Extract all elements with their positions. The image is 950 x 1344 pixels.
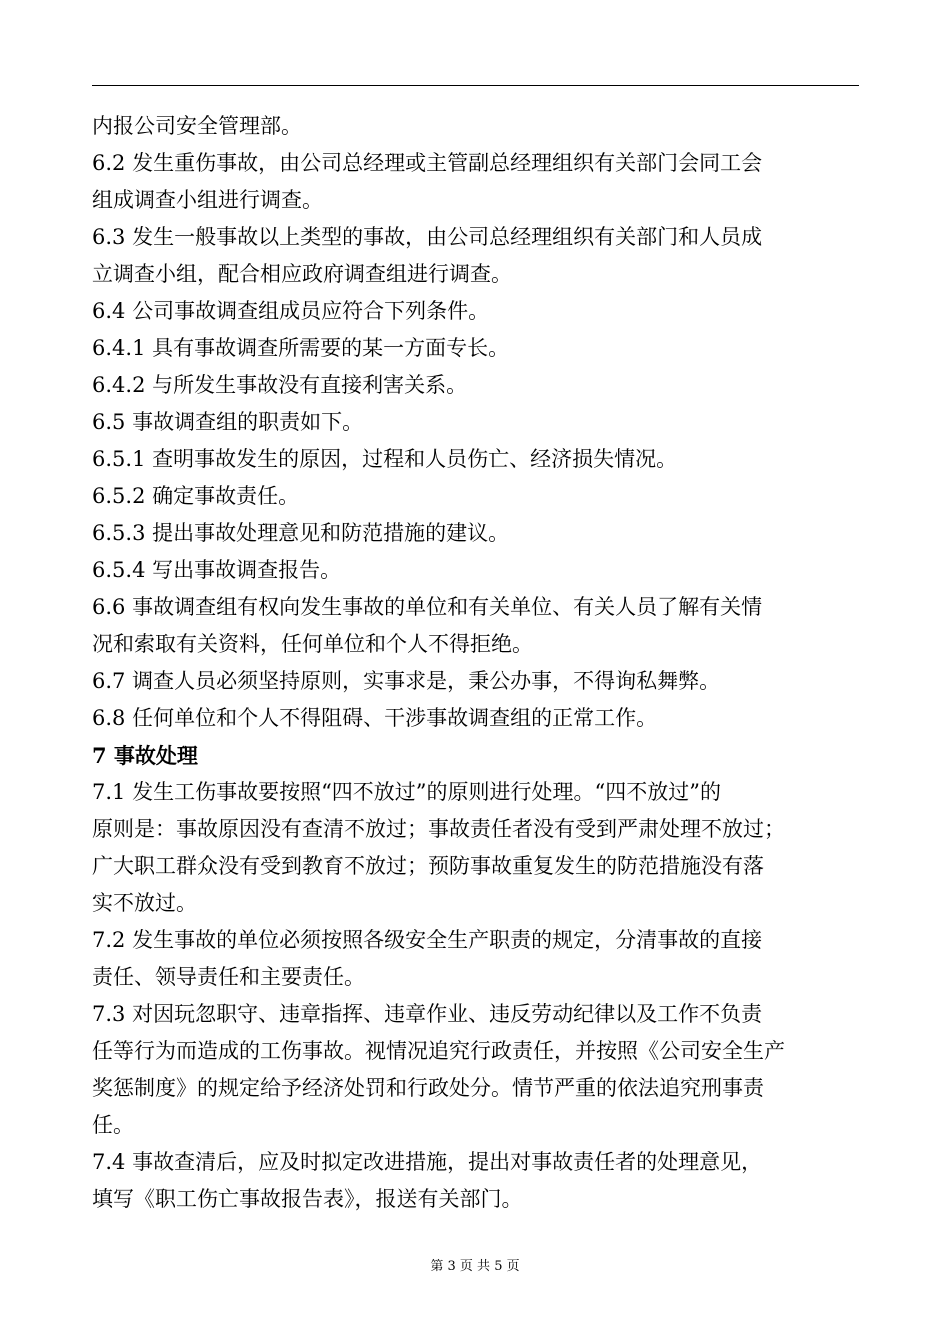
text-line: 7.2 发生事故的单位必须按照各级安全生产职责的规定，分清事故的直接: [92, 928, 763, 952]
page-number: 第 3 页 共 5 页: [430, 1259, 520, 1274]
text-line: 6.7 调查人员必须坚持原则，实事求是，秉公办事，不得询私舞弊。: [92, 669, 721, 693]
section-heading: 7 事故处理: [92, 743, 198, 768]
text-line: 7.1 发生工伤事故要按照“四不放过”的原则进行处理。“四不放过”的: [92, 780, 722, 804]
text-line: 任等行为而造成的工伤事故。视情况追究行政责任，并按照《公司安全生产: [92, 1039, 785, 1063]
text-line: 广大职工群众没有受到教育不放过；预防事故重复发生的防范措施没有落: [92, 854, 764, 878]
text-line: 责任、领导责任和主要责任。: [92, 965, 365, 989]
text-line: 6.6 事故调查组有权向发生事故的单位和有关单位、有关人员了解有关情: [92, 595, 763, 619]
text-line: 奖惩制度》的规定给予经济处罚和行政处分。情节严重的依法追究刑事责: [92, 1076, 764, 1100]
header-rule: [92, 85, 859, 86]
text-line: 7.3 对因玩忽职守、违章指挥、违章作业、违反劳动纪律以及工作不负责: [92, 1002, 763, 1026]
text-line: 6.4.1 具有事故调查所需要的某一方面专长。: [92, 336, 510, 360]
text-line: 6.5 事故调查组的职责如下。: [92, 410, 364, 434]
text-line: 6.2 发生重伤事故，由公司总经理或主管副总经理组织有关部门会同工会: [92, 151, 763, 175]
text-line: 内报公司安全管理部。: [92, 114, 302, 138]
text-line: 6.5.4 写出事故调查报告。: [92, 558, 342, 582]
text-line: 6.5.3 提出事故处理意见和防范措施的建议。: [92, 521, 510, 545]
document-body: [92, 108, 859, 1218]
text-line: 任。: [92, 1113, 134, 1137]
text-line: 立调查小组，配合相应政府调查组进行调查。: [92, 262, 512, 286]
text-line: 实不放过。: [92, 891, 197, 915]
text-line: 填写《职工伤亡事故报告表》，报送有关部门。: [92, 1187, 523, 1211]
text-line: 6.8 任何单位和个人不得阻碍、干涉事故调查组的正常工作。: [92, 706, 658, 730]
text-line: 6.4.2 与所发生事故没有直接利害关系。: [92, 373, 468, 397]
text-line: 6.4 公司事故调查组成员应符合下列条件。: [92, 299, 490, 323]
text-line: 组成调查小组进行调查。: [92, 188, 323, 212]
text-line: 6.3 发生一般事故以上类型的事故，由公司总经理组织有关部门和人员成: [92, 225, 763, 249]
text-line: 7.4 事故查清后，应及时拟定改进措施，提出对事故责任者的处理意见，: [92, 1150, 763, 1174]
text-line: 6.5.1 查明事故发生的原因，过程和人员伤亡、经济损失情况。: [92, 447, 678, 471]
text-line: 况和索取有关资料，任何单位和个人不得拒绝。: [92, 632, 533, 656]
text-line: 原则是：事故原因没有查清不放过；事故责任者没有受到严肃处理不放过；: [92, 817, 785, 841]
text-line: 6.5.2 确定事故责任。: [92, 484, 300, 508]
